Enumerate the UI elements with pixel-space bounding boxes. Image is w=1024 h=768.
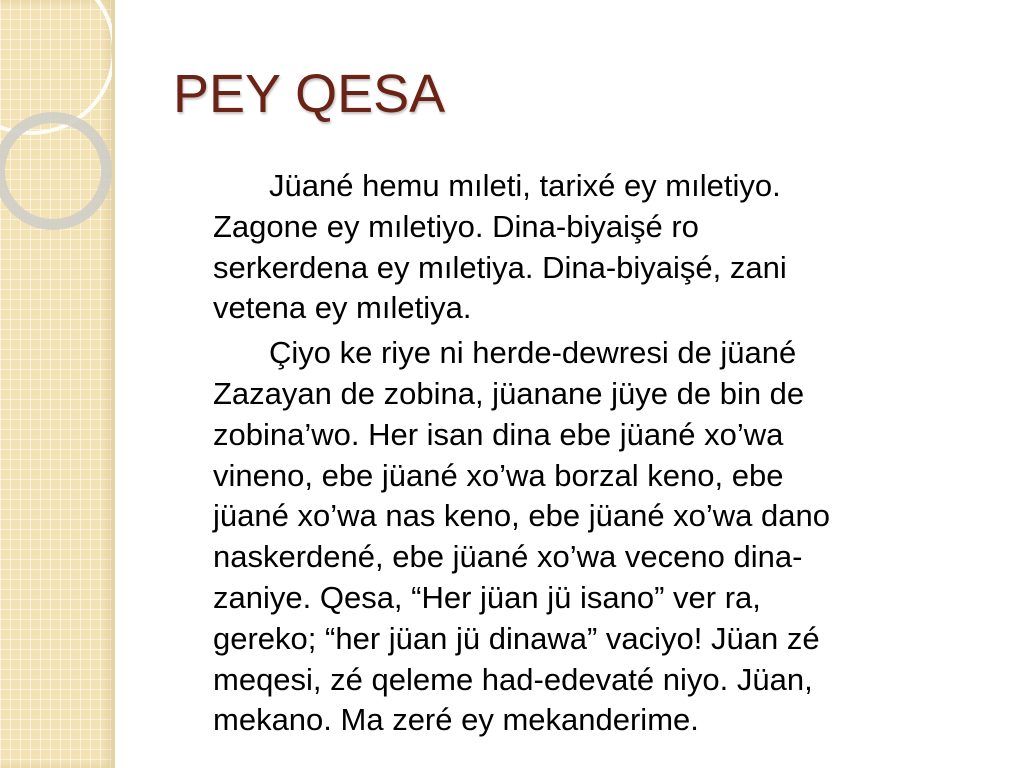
- panel-divider: [112, 0, 115, 768]
- decorative-ring-small: [0, 112, 112, 230]
- decorative-side-panel: [0, 0, 114, 768]
- text-line: naskerdené, ebe jüané xo’wa veceno dina-: [213, 539, 803, 575]
- text-line: Jüané hemu mıleti, tarixé ey mıletiyo.: [269, 168, 781, 203]
- text-line: meqesi, zé qeleme had-edevaté niyo. Jüan,: [213, 661, 813, 697]
- text-line: gereko; “her jüan jü dinawa” vaciyo! Jüan zé: [213, 620, 820, 656]
- paragraph-1: [213, 166, 1003, 329]
- slide-title: PEY QESA: [173, 64, 446, 124]
- text-line: Çiyo ke riye ni herde-dewresi de jüané: [269, 335, 797, 371]
- text-line: jüané xo’wa nas keno, ebe jüané xo’wa dano: [213, 498, 831, 534]
- text-line: vineno, ebe jüané xo’wa borzal keno, ebe: [213, 457, 784, 493]
- text-line: vetena ey mıletiya.: [213, 290, 472, 326]
- text-line: Zagone ey mıletiyo. Dina-biyaişé ro: [213, 208, 699, 244]
- text-line: Zazayan de zobina, jüanane jüye de bin de: [213, 375, 805, 411]
- text-line: serkerdena ey mıletiya. Dina-biyaişé, zani: [213, 249, 787, 285]
- slide-body: [213, 166, 1003, 741]
- paragraph-2: [213, 333, 1003, 741]
- text-line: zaniye. Qesa, “Her jüan jü isano” ver ra,: [213, 579, 761, 615]
- text-line: zobina’wo. Her isan dina ebe jüané xo’wa: [213, 416, 784, 452]
- text-line: mekano. Ma zeré ey mekanderime.: [213, 702, 699, 738]
